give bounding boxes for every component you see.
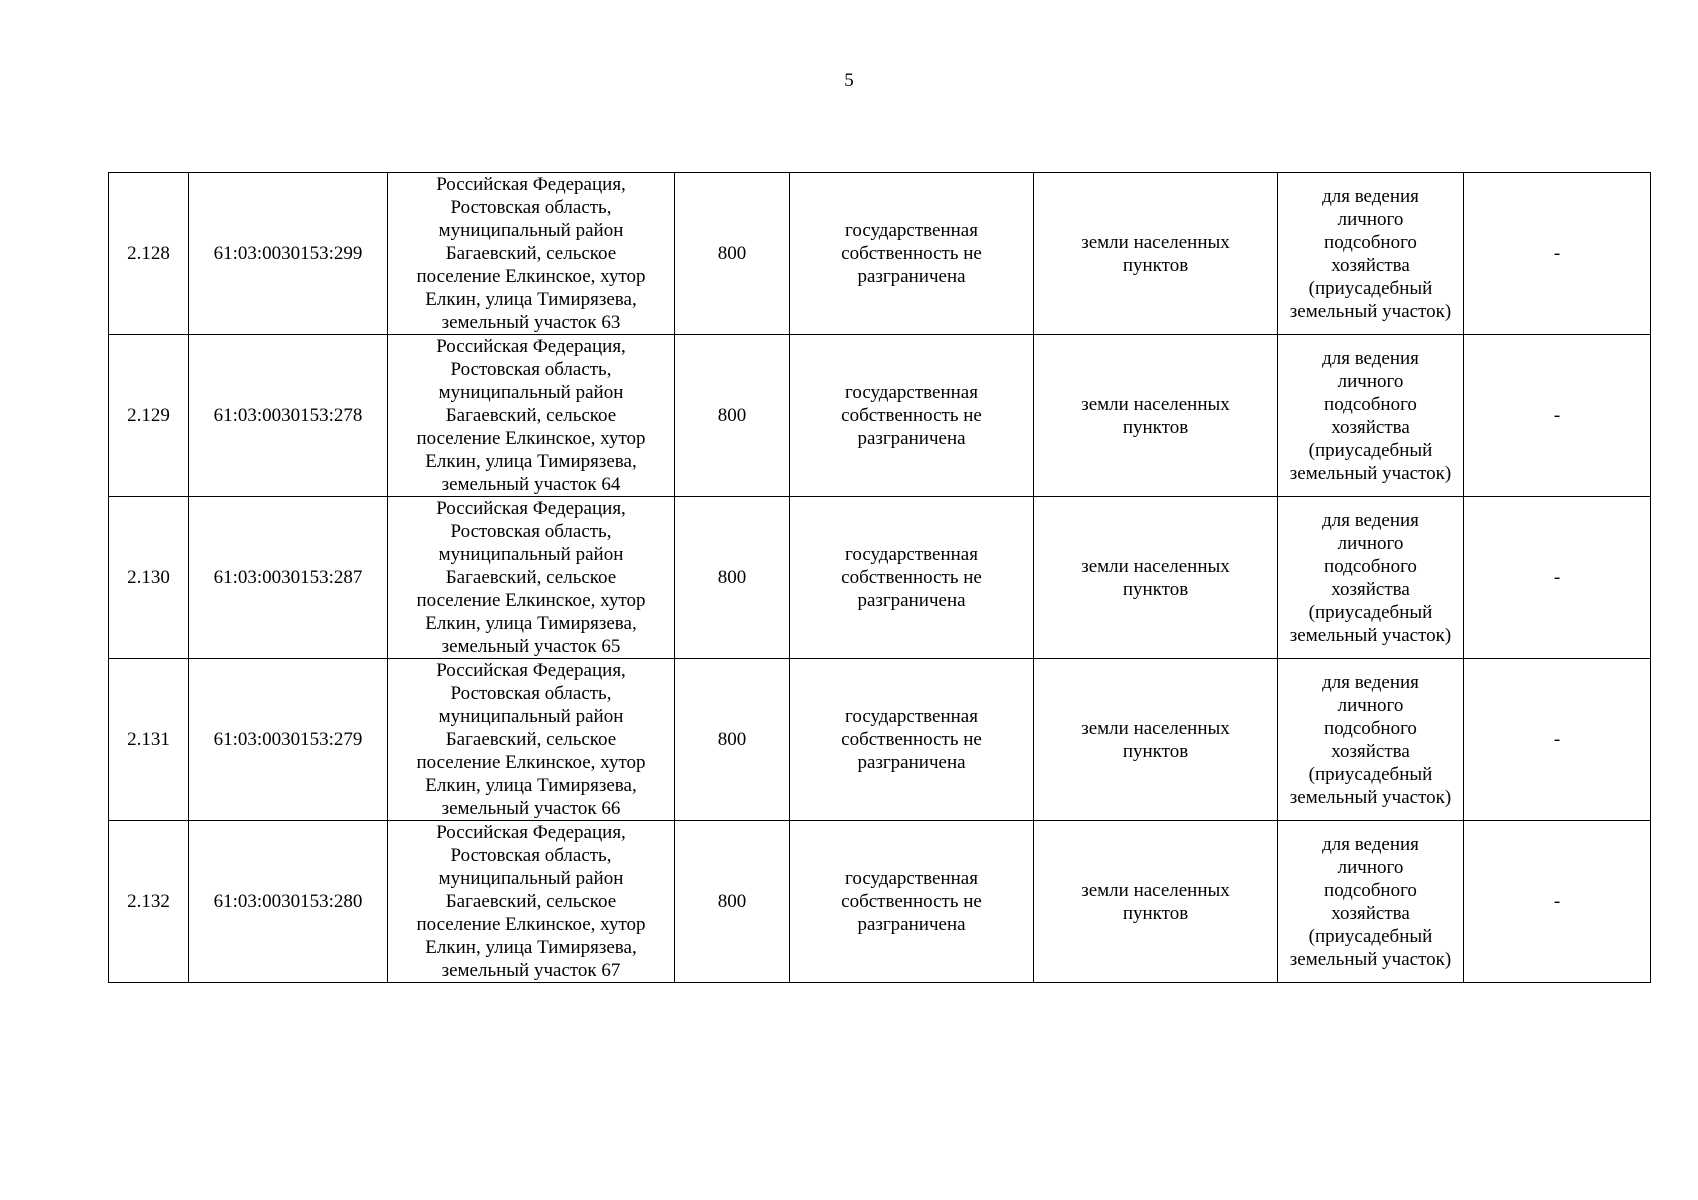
address-line: земельный участок 65 [441, 636, 621, 657]
area-value: 800 [675, 497, 790, 659]
area-value: 800 [675, 335, 790, 497]
table-row [109, 821, 1651, 983]
address-line: Елкин, улица Тимирязева, [425, 451, 637, 472]
address-line: Елкин, улица Тимирязева, [425, 937, 637, 958]
table-row [109, 173, 1651, 335]
address-line: поселение Елкинское, хутор [416, 266, 646, 287]
address-line: поселение Елкинское, хутор [416, 590, 646, 611]
address-line: Ростовская область, [450, 197, 612, 218]
ownership-line: собственность не [841, 891, 982, 912]
permitted-use-cell [1278, 821, 1464, 983]
address-line: муниципальный район [438, 544, 624, 565]
table-row [109, 497, 1651, 659]
ownership-cell [790, 821, 1034, 983]
ownership-cell [790, 173, 1034, 335]
ownership-line: государственная [845, 382, 978, 403]
use-line: подсобного [1324, 393, 1417, 415]
ownership-line: разграничена [857, 266, 966, 287]
use-line: земельный участок) [1289, 948, 1452, 970]
ownership-cell [790, 659, 1034, 821]
use-line: хозяйства [1331, 416, 1410, 438]
use-line: земельный участок) [1289, 462, 1452, 484]
ownership-line: разграничена [857, 752, 966, 773]
address-line: земельный участок 66 [441, 798, 621, 819]
address-cell [388, 173, 675, 335]
category-line: земли населенных [1081, 231, 1230, 253]
address-line: Багаевский, сельское [445, 729, 617, 750]
use-line: земельный участок) [1289, 300, 1452, 322]
ownership-line: собственность не [841, 567, 982, 588]
address-line: Елкин, улица Тимирязева, [425, 775, 637, 796]
permitted-use-cell [1278, 335, 1464, 497]
use-line: личного [1337, 694, 1404, 716]
land-category-cell [1034, 335, 1278, 497]
row-number: 2.129 [109, 335, 189, 497]
address-line: земельный участок 63 [441, 312, 621, 333]
category-line: земли населенных [1081, 717, 1230, 739]
use-line: земельный участок) [1289, 786, 1452, 808]
use-line: (приусадебный [1308, 277, 1433, 299]
row-number: 2.132 [109, 821, 189, 983]
address-cell [388, 821, 675, 983]
ownership-cell [790, 497, 1034, 659]
address-line: Российская Федерация, [436, 336, 626, 357]
address-cell [388, 497, 675, 659]
use-line: (приусадебный [1308, 763, 1433, 785]
address-line: Багаевский, сельское [445, 405, 617, 426]
cadastral-number: 61:03:0030153:287 [189, 497, 388, 659]
ownership-line: государственная [845, 868, 978, 889]
category-line: земли населенных [1081, 879, 1230, 901]
use-line: (приусадебный [1308, 925, 1433, 947]
ownership-line: разграничена [857, 428, 966, 449]
address-line: Елкин, улица Тимирязева, [425, 289, 637, 310]
category-line: пунктов [1122, 254, 1189, 276]
use-line: личного [1337, 208, 1404, 230]
row-number: 2.128 [109, 173, 189, 335]
land-category-cell [1034, 173, 1278, 335]
row-number: 2.130 [109, 497, 189, 659]
address-line: муниципальный район [438, 382, 624, 403]
land-plots-table [108, 172, 1651, 983]
address-cell [388, 659, 675, 821]
note-cell: - [1464, 335, 1651, 497]
use-line: хозяйства [1331, 254, 1410, 276]
use-line: земельный участок) [1289, 624, 1452, 646]
address-line: поселение Елкинское, хутор [416, 428, 646, 449]
category-line: пунктов [1122, 416, 1189, 438]
ownership-line: собственность не [841, 729, 982, 750]
use-line: для ведения [1322, 185, 1419, 207]
address-cell [388, 335, 675, 497]
table-row [109, 335, 1651, 497]
address-line: Ростовская область, [450, 683, 612, 704]
address-line: поселение Елкинское, хутор [416, 752, 646, 773]
ownership-line: разграничена [857, 914, 966, 935]
use-line: для ведения [1322, 509, 1419, 531]
note-cell: - [1464, 497, 1651, 659]
permitted-use-cell [1278, 173, 1464, 335]
note-cell: - [1464, 659, 1651, 821]
address-line: земельный участок 67 [441, 960, 621, 981]
use-line: подсобного [1324, 555, 1417, 577]
note-cell: - [1464, 821, 1651, 983]
ownership-line: собственность не [841, 243, 982, 264]
category-line: пунктов [1122, 578, 1189, 600]
address-line: Ростовская область, [450, 359, 612, 380]
address-line: муниципальный район [438, 220, 624, 241]
address-line: муниципальный район [438, 868, 624, 889]
use-line: для ведения [1322, 347, 1419, 369]
ownership-line: государственная [845, 706, 978, 727]
address-line: муниципальный район [438, 706, 624, 727]
row-number: 2.131 [109, 659, 189, 821]
ownership-cell [790, 335, 1034, 497]
address-line: Ростовская область, [450, 845, 612, 866]
land-category-cell [1034, 659, 1278, 821]
category-line: земли населенных [1081, 393, 1230, 415]
table-row [109, 659, 1651, 821]
land-category-cell [1034, 497, 1278, 659]
use-line: для ведения [1322, 671, 1419, 693]
note-cell: - [1464, 173, 1651, 335]
use-line: личного [1337, 856, 1404, 878]
address-line: Ростовская область, [450, 521, 612, 542]
use-line: подсобного [1324, 717, 1417, 739]
use-line: личного [1337, 370, 1404, 392]
ownership-line: разграничена [857, 590, 966, 611]
ownership-line: государственная [845, 544, 978, 565]
address-line: поселение Елкинское, хутор [416, 914, 646, 935]
address-line: Российская Федерация, [436, 498, 626, 519]
permitted-use-cell [1278, 497, 1464, 659]
category-line: пунктов [1122, 902, 1189, 924]
address-line: Российская Федерация, [436, 660, 626, 681]
area-value: 800 [675, 173, 790, 335]
use-line: хозяйства [1331, 902, 1410, 924]
ownership-line: собственность не [841, 405, 982, 426]
address-line: Российская Федерация, [436, 174, 626, 195]
use-line: хозяйства [1331, 740, 1410, 762]
area-value: 800 [675, 659, 790, 821]
use-line: личного [1337, 532, 1404, 554]
ownership-line: государственная [845, 220, 978, 241]
cadastral-number: 61:03:0030153:299 [189, 173, 388, 335]
cadastral-number: 61:03:0030153:279 [189, 659, 388, 821]
use-line: подсобного [1324, 879, 1417, 901]
page-number: 5 [844, 70, 854, 91]
category-line: земли населенных [1081, 555, 1230, 577]
use-line: (приусадебный [1308, 439, 1433, 461]
use-line: (приусадебный [1308, 601, 1433, 623]
address-line: Российская Федерация, [436, 822, 626, 843]
area-value: 800 [675, 821, 790, 983]
address-line: Багаевский, сельское [445, 891, 617, 912]
use-line: подсобного [1324, 231, 1417, 253]
address-line: Багаевский, сельское [445, 243, 617, 264]
use-line: для ведения [1322, 833, 1419, 855]
address-line: Багаевский, сельское [445, 567, 617, 588]
cadastral-number: 61:03:0030153:280 [189, 821, 388, 983]
permitted-use-cell [1278, 659, 1464, 821]
cadastral-number: 61:03:0030153:278 [189, 335, 388, 497]
table-body [109, 173, 1651, 983]
land-category-cell [1034, 821, 1278, 983]
address-line: Елкин, улица Тимирязева, [425, 613, 637, 634]
use-line: хозяйства [1331, 578, 1410, 600]
address-line: земельный участок 64 [441, 474, 621, 495]
category-line: пунктов [1122, 740, 1189, 762]
